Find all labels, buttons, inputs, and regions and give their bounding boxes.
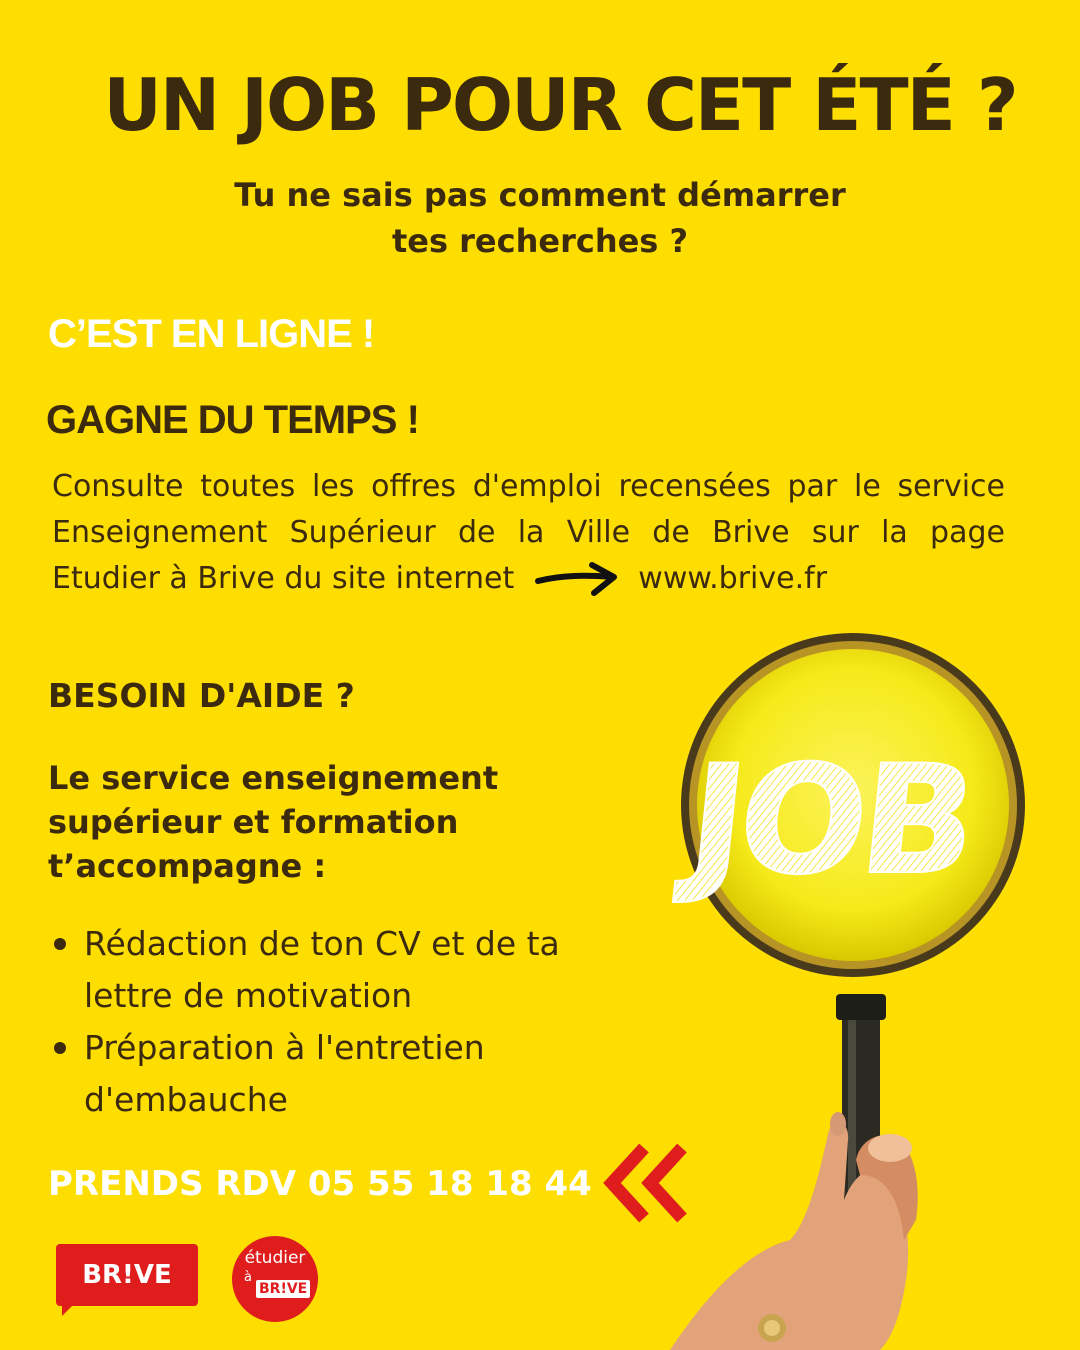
gagne-heading: GAGNE DU TEMPS ! bbox=[46, 398, 419, 442]
appointment-cta[interactable]: PRENDS RDV 05 55 18 18 44 bbox=[48, 1164, 592, 1204]
offers-paragraph bbox=[52, 464, 1005, 602]
etudier-logo-line-1: étudier bbox=[244, 1248, 306, 1268]
subtitle-line-1: Tu ne sais pas comment démarrer bbox=[234, 176, 846, 214]
bullet-icon bbox=[54, 1042, 66, 1054]
service-line-1: Le service enseignement bbox=[48, 759, 499, 797]
paragraph-line-2: Enseignement Supérieur de la Ville de Brive sur la page bbox=[52, 515, 1005, 550]
list-item bbox=[48, 1022, 628, 1126]
page-title: UN JOB POUR CET ÉTÉ ? bbox=[103, 63, 1017, 147]
service-line-3: t’accompagne : bbox=[48, 847, 327, 885]
online-heading: C’EST EN LIGNE ! bbox=[48, 312, 375, 356]
job-word: JOB bbox=[680, 733, 979, 908]
list-item-line-1: Préparation à l'entretien bbox=[84, 1028, 485, 1067]
service-line-2: supérieur et formation bbox=[48, 803, 459, 841]
magnifying-glass-illustration bbox=[560, 600, 1080, 1350]
help-heading: BESOIN D'AIDE ? bbox=[48, 676, 355, 715]
service-text bbox=[48, 756, 608, 888]
list-item-line-1: Rédaction de ton CV et de ta bbox=[84, 924, 560, 963]
paragraph-line-1: Consulte toutes les offres d'emploi recensées par le service bbox=[52, 469, 1005, 504]
arrow-right-icon bbox=[534, 559, 620, 599]
etudier-a-brive-logo bbox=[232, 1236, 318, 1322]
brive-logo-text: BR!VE bbox=[82, 1260, 172, 1290]
brive-logo bbox=[56, 1244, 198, 1314]
list-item bbox=[48, 918, 628, 1022]
subtitle bbox=[0, 172, 1080, 264]
bullet-icon bbox=[54, 938, 66, 950]
paragraph-line-3-text: Etudier à Brive du site internet bbox=[52, 561, 515, 596]
etudier-logo-line-3: BR!VE bbox=[256, 1280, 310, 1298]
services-list bbox=[48, 918, 628, 1126]
list-item-line-2: d'embauche bbox=[84, 1080, 288, 1119]
website-link[interactable]: www.brive.fr bbox=[638, 561, 828, 596]
etudier-logo-line-2: à bbox=[244, 1270, 252, 1285]
subtitle-line-2: tes recherches ? bbox=[391, 222, 689, 260]
list-item-line-2: lettre de motivation bbox=[84, 976, 413, 1015]
paragraph-line-3 bbox=[52, 556, 1005, 602]
